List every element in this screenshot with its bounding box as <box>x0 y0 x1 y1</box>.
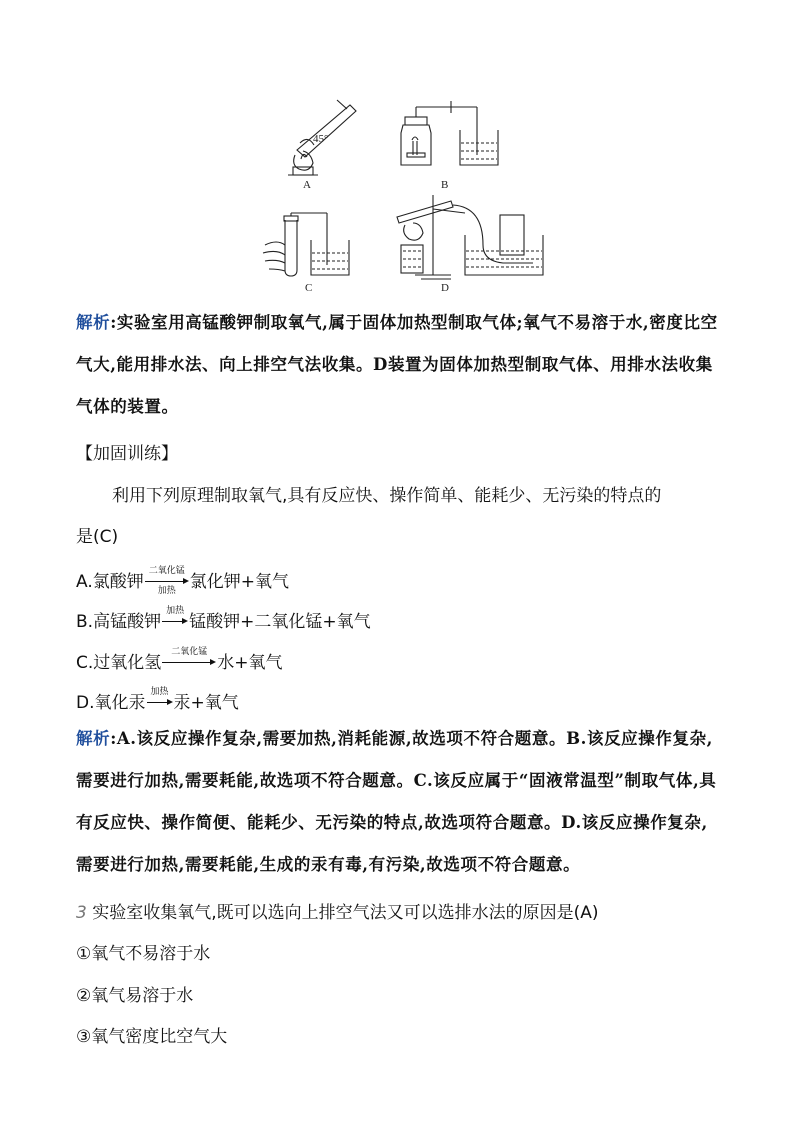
analysis-2-text: :A.该反应操作复杂,需要加热,消耗能源,故选项不符合题意。B.该反应操作复杂,需要进行加热,需要耗能,故选项不符合题意。C.该反应属于“固液常温型”制取气体,具有反应快、操作简便、能耗少、无污染的特点,故选项符合题意。D.该反应操作复杂,需要进行加热,需要耗能,生成的汞有毒,有污染,故选项不符合题意。 <box>76 729 717 874</box>
option-a-prefix: A.氯酸钾 <box>76 572 144 592</box>
option-b-suffix: 锰酸钾+二氧化锰+氧气 <box>189 612 371 632</box>
option-d-prefix: D.氧化汞 <box>76 693 146 713</box>
option-d-suffix: 汞+氧气 <box>173 693 239 713</box>
reaction-arrow-c <box>162 647 216 672</box>
option-c <box>76 648 283 673</box>
question-3-item-2: ②氧气易溶于水 <box>76 986 194 1006</box>
label-d: D <box>441 282 449 294</box>
condition-below-a: 加热 <box>157 586 176 596</box>
reaction-arrow-a <box>145 566 189 596</box>
apparatus-figure <box>255 95 545 300</box>
label-a: A <box>303 179 311 191</box>
question-3-stem <box>76 898 599 923</box>
apparatus-c <box>263 213 349 276</box>
option-a <box>76 566 289 596</box>
option-b <box>76 607 371 632</box>
condition-above-d: 加热 <box>150 687 169 697</box>
condition-above-a: 二氧化锰 <box>148 566 185 576</box>
apparatus-d <box>397 195 543 279</box>
label-b: B <box>441 179 449 191</box>
analysis-1-text: :实验室用高锰酸钾制取氧气,属于固体加热型制取气体;氧气不易溶于水,密度比空气大,能用排水法、向上排空气法收集。D装置为固体加热型制取气体、用排水法收集气体的装置。 <box>76 313 718 416</box>
section-title: 【加固训练】 <box>76 444 178 464</box>
question-3-text: 实验室收集氧气,既可以选向上排空气法又可以选排水法的原因是(A) <box>92 903 599 923</box>
question-3-number: 3 <box>76 903 87 923</box>
option-b-prefix: B.高锰酸钾 <box>76 612 162 632</box>
label-c: C <box>305 282 313 294</box>
option-c-prefix: C.过氧化氢 <box>76 653 162 673</box>
angle-label: 45° <box>313 133 329 145</box>
analysis-1 <box>76 302 722 428</box>
analysis-2 <box>76 718 722 886</box>
analysis-1-key: 解析 <box>76 313 111 332</box>
option-d <box>76 688 239 713</box>
analysis-2-key: 解析 <box>76 729 111 748</box>
condition-above-c: 二氧化锰 <box>171 647 208 657</box>
question-3-item-1: ①氧气不易溶于水 <box>76 944 211 964</box>
question-2-stem-line1: 利用下列原理制取氧气,具有反应快、操作简单、能耗少、无污染的特点的 <box>112 486 662 506</box>
reaction-arrow-d <box>147 687 173 712</box>
condition-above-b: 加热 <box>166 606 185 616</box>
question-2-stem-line2: 是(C) <box>76 527 119 547</box>
question-3-item-3: ③氧气密度比空气大 <box>76 1027 228 1047</box>
option-c-suffix: 水+氧气 <box>217 653 283 673</box>
option-a-suffix: 氯化钾+氧气 <box>189 572 289 592</box>
reaction-arrow-b <box>162 606 188 631</box>
apparatus-b <box>401 101 498 165</box>
